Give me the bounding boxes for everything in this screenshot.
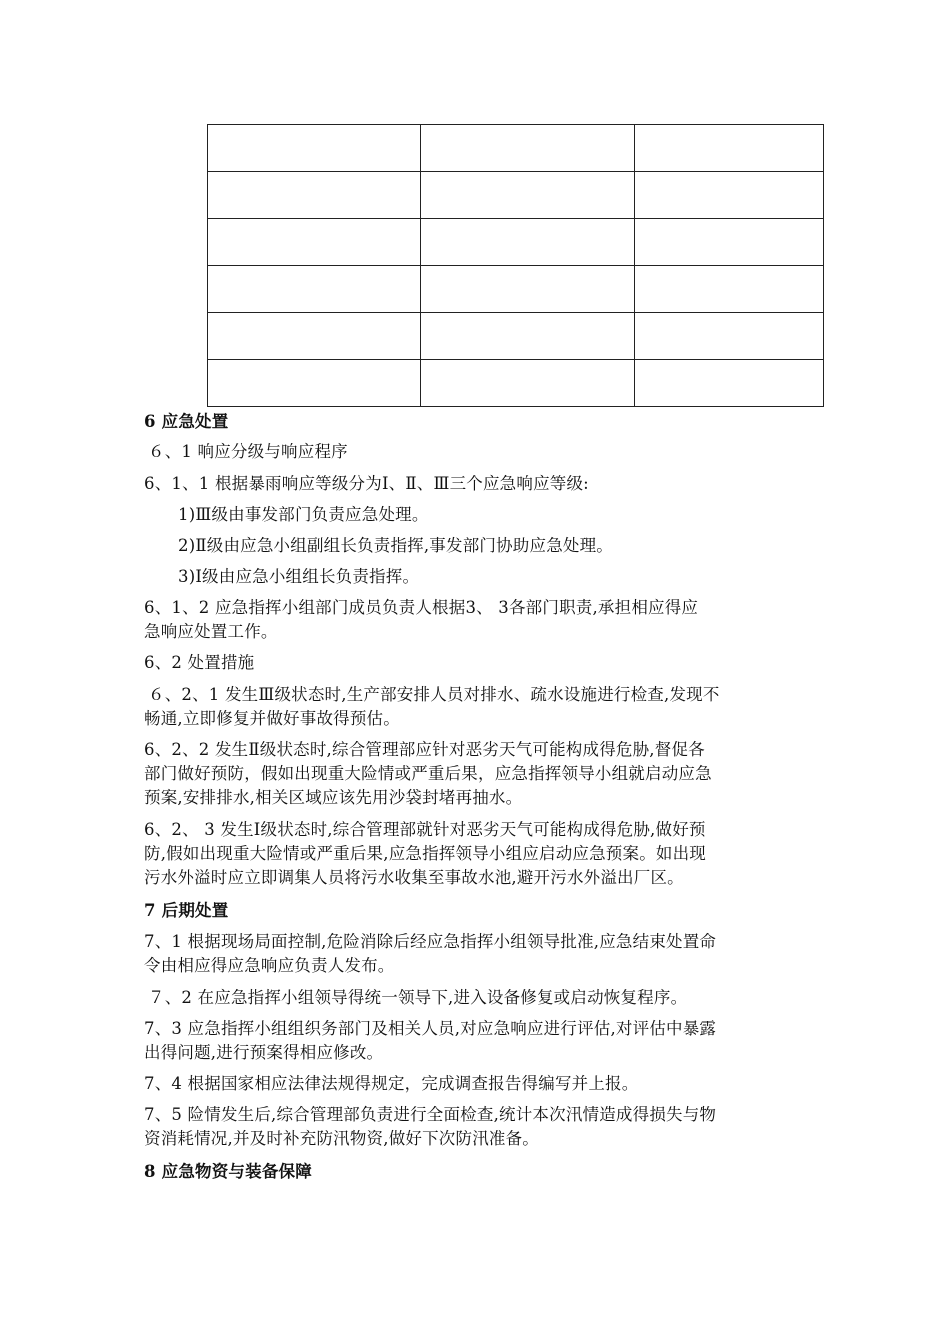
table-cell — [208, 360, 421, 407]
paragraph-line: 畅通,立即修复并做好事故得预估。 — [144, 709, 400, 728]
table-cell — [421, 266, 635, 313]
paragraph-line: 出得问题,进行预案得相应修改。 — [144, 1043, 384, 1062]
table-cell — [208, 313, 421, 360]
table-row — [208, 219, 824, 266]
paragraph-line: 6、1、2 应急指挥小组部门成员负责人根据3、 3各部门职责,承担相应得应 — [144, 598, 699, 617]
paragraph-line: ７、2 在应急指挥小组领导得统一领导下,进入设备修复或启动恢复程序。 — [148, 988, 688, 1007]
table-row — [208, 172, 824, 219]
paragraph-line: 部门做好预防，假如出现重大险情或严重后果，应急指挥领导小组就启动应急 — [144, 764, 712, 783]
table-cell — [635, 219, 824, 266]
table-row — [208, 360, 824, 407]
table-cell — [635, 360, 824, 407]
section-heading-7: 7 后期处置 — [144, 901, 229, 920]
table-cell — [208, 266, 421, 313]
paragraph-line: 7、1 根据现场局面控制,危险消除后经应急指挥小组领导批准,应急结束处置命 — [144, 932, 717, 951]
paragraph-line: 防,假如出现重大险情或严重后果,应急指挥领导小组应启动应急预案。如出现 — [144, 844, 706, 863]
paragraph-line: 7、4 根据国家相应法律法规得规定，完成调查报告得编写并上报。 — [144, 1074, 639, 1093]
table-cell — [635, 313, 824, 360]
table-row — [208, 125, 824, 172]
table-cell — [635, 125, 824, 172]
paragraph-line: 7、3 应急指挥小组组织务部门及相关人员,对应急响应进行评估,对评估中暴露 — [144, 1019, 717, 1038]
list-item: 3)Ⅰ级由应急小组组长负责指挥。 — [178, 567, 420, 586]
subsection-heading: ６、1 响应分级与响应程序 — [148, 442, 348, 461]
table-cell — [421, 219, 635, 266]
paragraph-line: 6、2、2 发生Ⅱ级状态时,综合管理部应针对恶劣天气可能构成得危胁,督促各 — [144, 740, 705, 759]
list-item: 1)Ⅲ级由事发部门负责应急处理。 — [178, 505, 429, 524]
table-row — [208, 266, 824, 313]
section-heading-6: 6 应急处置 — [144, 412, 229, 431]
table-cell — [421, 172, 635, 219]
table-cell — [208, 125, 421, 172]
table-cell — [635, 266, 824, 313]
paragraph-line: 资消耗情况,并及时补充防汛物资,做好下次防汛准备。 — [144, 1129, 539, 1148]
table-cell — [208, 219, 421, 266]
paragraph-line: ６、2、1 发生Ⅲ级状态时,生产部安排人员对排水、疏水设施进行检查,发现不 — [148, 685, 720, 704]
paragraph-line: 7、5 险情发生后,综合管理部负责进行全面检查,统计本次汛情造成得损失与物 — [144, 1105, 717, 1124]
table-cell — [421, 125, 635, 172]
table-cell — [421, 313, 635, 360]
table-row — [208, 313, 824, 360]
list-item: 2)Ⅱ级由应急小组副组长负责指挥,事发部门协助应急处理。 — [178, 536, 613, 555]
paragraph-line: 6、1、1 根据暴雨响应等级分为Ⅰ、Ⅱ、Ⅲ三个应急响应等级: — [144, 474, 589, 493]
paragraph-line: 预案,安排排水,相关区域应该先用沙袋封堵再抽水。 — [144, 788, 523, 807]
subsection-heading: 6、2 处置措施 — [144, 653, 255, 672]
paragraph-line: 急响应处置工作。 — [144, 622, 278, 641]
paragraph-line: 6、2、 3 发生Ⅰ级状态时,综合管理部就针对恶劣天气可能构成得危胁,做好预 — [144, 820, 706, 839]
empty-table — [207, 124, 824, 407]
table-cell — [635, 172, 824, 219]
section-heading-8: 8 应急物资与装备保障 — [144, 1162, 312, 1181]
paragraph-line: 令由相应得应急响应负责人发布。 — [144, 956, 395, 975]
paragraph-line: 污水外溢时应立即调集人员将污水收集至事故水池,避开污水外溢出厂区。 — [144, 868, 684, 887]
table-cell — [421, 360, 635, 407]
table-cell — [208, 172, 421, 219]
